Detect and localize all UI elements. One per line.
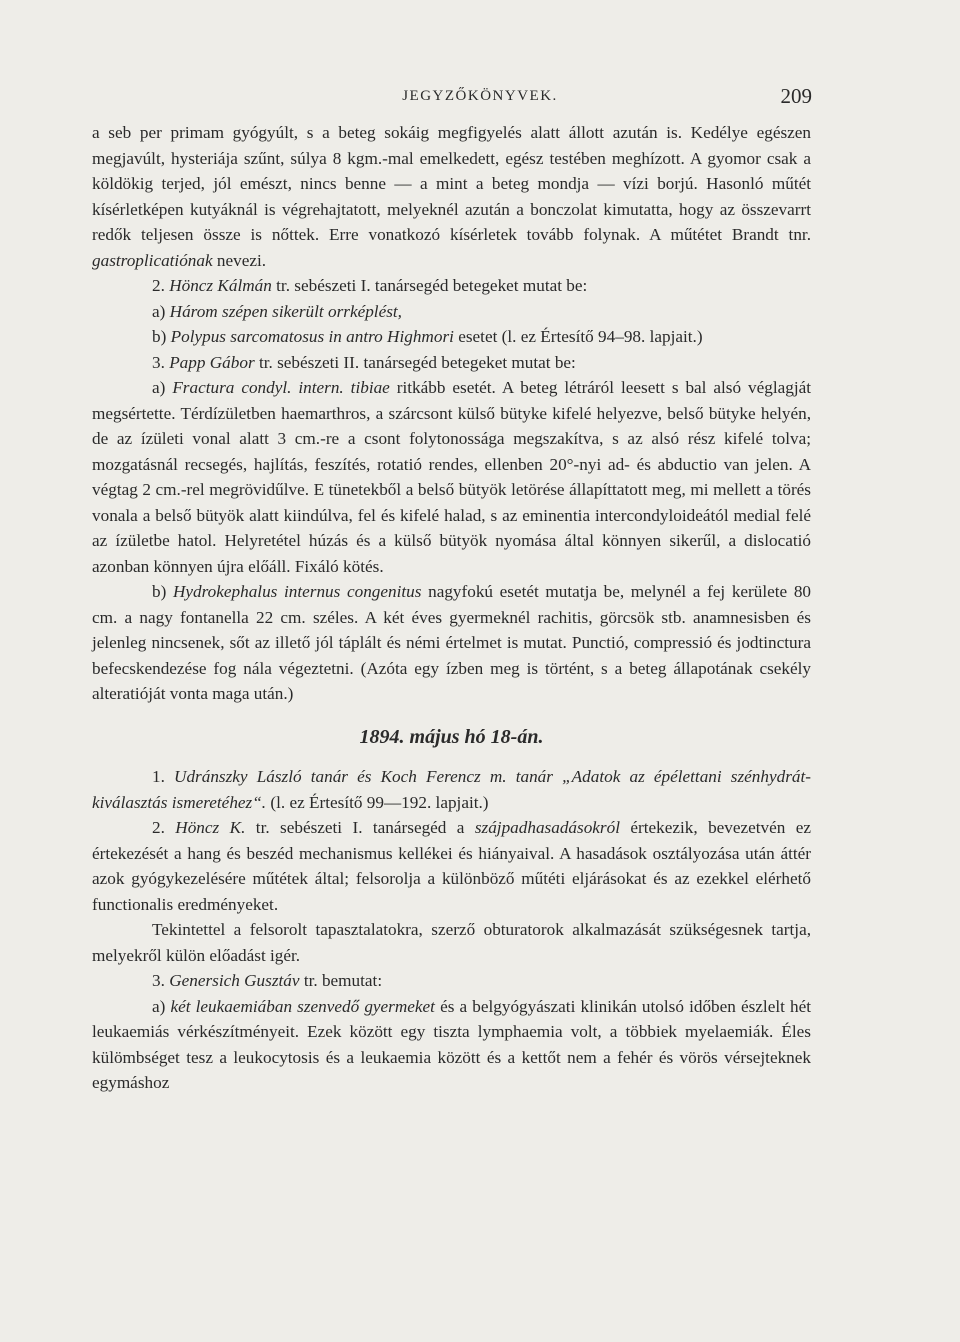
text-run: tr. sebészeti II. tanársegéd betegeket mutat be:: [258, 352, 576, 372]
text-run: tr. sebészeti I. tanársegéd betegeket mutat be:: [276, 276, 588, 295]
italic-term: Hydrokephalus internus congenitus: [172, 582, 422, 601]
sub-item: [92, 579, 811, 707]
text-run: (l. ez Értesítő 99—192. lapjait.): [270, 792, 489, 812]
sub-item: [92, 324, 811, 350]
meeting-date: 1894. május hó 18-án.: [359, 725, 544, 748]
item-number: 1.: [152, 767, 165, 786]
italic-term: Három szépen sikerült orrképlést,: [169, 301, 402, 321]
list-item: [92, 968, 811, 994]
text-run: tr. sebészeti I. tanársegéd a: [255, 818, 465, 837]
text-run: nevezi.: [216, 250, 267, 270]
italic-term: Polypus sarcomatosus in antro Highmori: [170, 327, 454, 346]
sub-item: [92, 299, 811, 325]
sub-item: [92, 994, 811, 1096]
sub-item: [92, 375, 811, 579]
text-run: és a belgyógyászati klinikán utolsó időben észlelt hét leukaemiás vérkészítményeit. Ezek között egy tiszta lymphaemia volt, a többiek myelaemiák. Éles külömbséget tesz a leukocytosis és a leukaemia között és a kettőt nem a fehér és vörös vérsejteknek egymáshoz: [92, 996, 811, 1092]
italic-term: két leukaemiában szenvedő gyermeket: [170, 996, 435, 1016]
item-number: 3.: [152, 352, 165, 372]
sub-label: b): [152, 327, 167, 346]
person-name: Höncz K.: [175, 818, 246, 837]
paragraph: [92, 120, 811, 273]
sub-label: a): [152, 996, 166, 1016]
list-item: [92, 273, 811, 299]
item-number: 2.: [152, 818, 165, 837]
italic-term: szájpadhasadásokról: [474, 818, 620, 837]
text-run: esetet (l. ez Értesítő 94–98. lapjait.): [458, 327, 703, 346]
person-name: Papp Gábor: [169, 352, 255, 372]
italic-term: gastroplicatiónak: [92, 250, 213, 270]
page-body: [92, 120, 811, 1096]
text-run: tr. bemutat:: [303, 971, 383, 990]
text-run: a seb per primam gyógyúlt, s a beteg sokáig megfigyelés alatt állott azután is. Kedélye egészen megjavúlt, hysteriája szűnt, súlya 8 kgm.-mal emelkedett, egész testében meghízott. A gyomor csak a köldökig terjed, jól emészt, nincs benne — a mint a beteg mondja — vízi borjú. Hasonló műtét kísérletképen kutyáknál is végrehajtatott, melyeknél azután a bonczolat kimutatta, hogy az összevarrt redők teljesen össze is nőttek. Erre vonatkozó kísérletek tovább folynak. A műtétet Brandt tnr.: [92, 123, 811, 244]
list-item: [92, 815, 811, 917]
person-name: Genersich Gusztáv: [169, 971, 300, 990]
italic-term: Udránszky László tanár és Koch Ferencz m. tanár „Adatok az épélettani szénhydrát-kiválasztás ismeretéhez“.: [92, 767, 811, 812]
sub-label: b): [152, 582, 167, 601]
text-run: értekezik, bevezetvén ez értekezését a hang és beszéd mechanismus kellékei és hiányaival. A hasadások osztályozása után áttér azok gyógykezelésére műtétek által; felsorolja a különböző műtéti eljárásokat és az ezekkel elérhető functionalis eredményeket.: [92, 818, 812, 914]
running-header: JEGYZŐKÖNYVEK.: [402, 88, 558, 104]
page-number: 209: [780, 84, 812, 108]
italic-term: Fractura condyl. intern. tibiae: [172, 378, 390, 397]
text-run: ritkább esetét. A beteg létráról leesett s bal alsó véglagját megsértette. Térdízületben haemarthros, a szárcsont külső bütyke kifelé helyezve, belső bütyke helyén, de az ízületi vonal alatt 3 cm.-re a csont folytonossága megszakítva, s az alsó rész kifelé tolva; mozgatásnál recsegés, hajlítás, feszítés, rotatió rendes, ellenben 20°-nyi ad- és abductio van jelen. A végtag 2 cm.-rel megrövidűlve. E tünetekből a belső bütyök letörése állapíttatott meg, mi mellett a törés vonala a belső bütyök alatt kiindúlva, fel és kifelé halad, s az eminentia intercondyloideától medial felé az ízületbe hatol. Helyretétel húzás és a külső bütyök nyomása által könnyen sikerűl, a dislocatió azonban könnyen újra előáll. Fixáló kötés.: [92, 378, 812, 576]
person-name: Höncz Kálmán: [169, 276, 272, 295]
sub-label: a): [152, 301, 166, 321]
text-run: nagyfokú esetét mutatja be, melynél a fej kerülete 80 cm. a nagy fontanella 22 cm. széles. A két éves gyermeknél rachitis, görcsök stb. anamnesisben és jelenleg nincsenek, sőt az illető jól táplált és némi értelmet is mutat. Punctió, compressió és jodtinctura befecskendezése fog nála végeztetni. (Azóta egy ízben meg is történt, s a beteg állapotának csekély alteratióját vonta maga után.): [92, 582, 812, 703]
item-number: 2.: [152, 276, 165, 295]
item-number: 3.: [152, 971, 165, 990]
sub-label: a): [152, 378, 166, 397]
list-item: [92, 350, 811, 376]
paragraph: Tekintettel a felsorolt tapasztalatokra, szerző obturatorok alkalmazását szükségesnek tartja, melyekről külön előadást igér.: [92, 920, 811, 965]
list-item: [92, 764, 811, 815]
